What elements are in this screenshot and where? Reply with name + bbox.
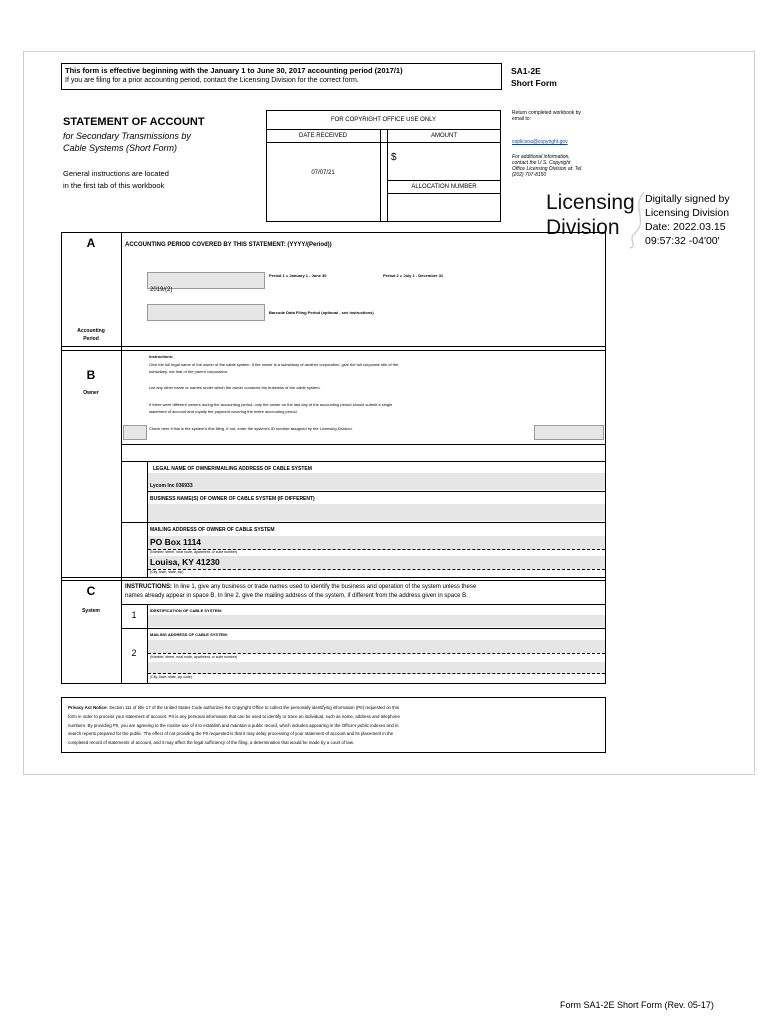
owner-instruction-1b: subsidiary, not that of the parent corporation. xyxy=(149,369,229,374)
business-name-input[interactable] xyxy=(148,504,605,521)
owner-instruction-3b: statement of account and royalty fee payment covering the entire accounting period. xyxy=(149,409,298,414)
system-instructions-bold: INSTRUCTIONS: xyxy=(125,584,172,590)
signature-signed-2: Licensing Division xyxy=(645,207,730,219)
owner-instruction-1: Give the full legal name of the owner of the cable system. If the owner is a subsidiary of another corporation, give the full corporate title of the xyxy=(149,362,399,367)
section-b-letter: B xyxy=(86,368,96,382)
general-instructions-2: in the first tab of this workbook xyxy=(63,181,165,190)
privacy-text-1: Section 111 of title 17 of the United States Code authorizes the Copyright Office to collect the personally identifying information (PII) requested on this xyxy=(107,705,400,710)
first-filing-checkbox[interactable] xyxy=(123,425,147,440)
owner-name-value: Lycom Inc 036933 xyxy=(150,483,193,489)
privacy-line-4: search reports prepared for the public. The effect of not providing the PII requested is that it may delay processing of your statement of account and its placement in the xyxy=(68,731,394,737)
return-line-2: email to: xyxy=(512,116,531,122)
statement-title: STATEMENT OF ACCOUNT xyxy=(63,116,205,128)
period-1-legend: Period 1 = January 1 - June 30 xyxy=(269,273,327,278)
owner-address-line-1-field[interactable] xyxy=(148,536,605,550)
privacy-line-2: form in order to process your statement of account. PII is any personal information that can be used to identify or trace an individual, such as name, address and telephone xyxy=(68,713,400,719)
statement-subtitle-1: for Secondary Transmissions by xyxy=(63,131,191,141)
section-a-label-1: Accounting xyxy=(77,328,105,334)
amount-label: AMOUNT xyxy=(431,133,457,139)
allocation-number-label: ALLOCATION NUMBER xyxy=(411,184,477,190)
section-a-letter: A xyxy=(86,236,96,250)
privacy-line-1 xyxy=(68,704,599,713)
form-code: SA1-2E xyxy=(511,66,541,76)
system-instructions-line-2: names already appear in space B. In line 2, give the mailing address of the system, if different from the address given in space B. xyxy=(125,593,468,599)
barcode-period-input[interactable] xyxy=(147,304,265,321)
system-row-2-number: 2 xyxy=(131,648,137,658)
first-filing-instruction: Check here if this is the system's first filing. If not, enter the system's ID number assigned by the Licensing Division. xyxy=(149,426,353,431)
info-line-4: (202) 707-8150 xyxy=(512,172,547,178)
privacy-bold: Privacy Act Notice: xyxy=(68,705,108,710)
section-a-heading: ACCOUNTING PERIOD COVERED BY THIS STATEMENT: (YYYY/(Period)) xyxy=(125,242,332,248)
accounting-period-value: 2019/(2) xyxy=(150,287,173,293)
owner-instruction-2: List any other name or names under which the owner conducts the business of the cable system. xyxy=(149,385,321,390)
business-name-label: BUSINESS NAME(S) OF OWNER OF CABLE SYSTEM (IF DIFFERENT) xyxy=(150,496,315,502)
return-line-1: Return completed workbook by xyxy=(512,110,581,116)
system-id-input[interactable] xyxy=(534,425,604,440)
dollar-sign: $ xyxy=(391,152,397,163)
notice-line-2: If you are filing for a prior accounting period, contact the Licensing Division for the correct form. xyxy=(65,77,359,84)
info-line-3: Office Licensing Division at: Tel. xyxy=(512,166,583,172)
owner-address-line-2: Louisa, KY 41230 xyxy=(150,557,220,567)
system-address-line-2-note: (City, town, state, zip code) xyxy=(150,675,192,679)
owner-address-line-1: PO Box 1114 xyxy=(150,537,202,547)
system-identification-input[interactable] xyxy=(148,615,605,627)
barcode-label: Barcode Data Filing Period (optional - see instructions) xyxy=(269,310,374,315)
form-footer: Form SA1-2E Short Form (Rev. 05-17) xyxy=(560,1000,714,1010)
accounting-period-input[interactable] xyxy=(147,272,265,293)
system-row-1-number: 1 xyxy=(131,610,137,620)
signature-time: 09:57:32 -04'00' xyxy=(645,235,720,247)
date-received-label: DATE RECEIVED xyxy=(299,133,347,139)
general-instructions-1: General instructions are located xyxy=(63,169,169,178)
period-2-legend: Period 2 = July 1 - December 31 xyxy=(383,273,444,278)
identification-label: IDENTIFICATION OF CABLE SYSTEM: xyxy=(150,608,223,613)
privacy-notice xyxy=(61,697,606,753)
office-use-header: FOR COPYRIGHT OFFICE USE ONLY xyxy=(330,117,437,123)
system-address-line-1-input[interactable] xyxy=(148,640,605,653)
section-c-label: System xyxy=(82,608,100,614)
office-use-box xyxy=(266,110,501,222)
form-name: Short Form xyxy=(511,78,557,88)
section-a-label-2: Period xyxy=(83,336,99,342)
system-address-line-1-note: (Number, street, rural route, apartment, or suite number) xyxy=(150,655,238,659)
legal-name-label: LEGAL NAME OF OWNER/MAILING ADDRESS OF CABLE SYSTEM xyxy=(153,466,312,472)
signature-name-2: Division xyxy=(546,216,620,239)
owner-instruction-3: If there were different owners during the accounting period, only the owner on the last day of the accounting period should submit a single xyxy=(149,402,393,407)
mailing-address-label: MAILING ADDRESS OF OWNER OF CABLE SYSTEM xyxy=(150,527,275,533)
signature-name-1: Licensing xyxy=(546,191,635,214)
owner-name-field[interactable] xyxy=(148,473,605,490)
section-b-label: Owner xyxy=(83,390,99,396)
section-c-letter: C xyxy=(86,584,96,598)
privacy-line-5: completed record of statements of account, and it may affect the legal sufficiency of the filing, a determination that would be made by a court of law. xyxy=(68,740,354,746)
signature-date: Date: 2022.03.15 xyxy=(645,221,726,233)
copyright-email-link[interactable]: coplicsoa@copyright.gov xyxy=(512,139,568,145)
info-line-2: contact the U.S. Copyright xyxy=(512,160,571,166)
statement-subtitle-2: Cable Systems (Short Form) xyxy=(63,143,178,153)
privacy-line-3: numbers. By providing PII, you are agreeing to the routine use of it to establish and maintain a public record, which includes appearing in the Office's public indexes and in xyxy=(68,722,399,728)
system-instructions-line-1: In line 1, give any business or trade names used to identify the business and operation of the system unless these xyxy=(172,584,477,590)
notice-line-1: This form is effective beginning with the January 1 to June 30, 2017 accounting period (2017/1) xyxy=(65,66,403,75)
signature-signed-1: Digitally signed by xyxy=(645,193,730,205)
address-line-1-note: (Number, street, rural route, apartment, or suite number) xyxy=(150,550,238,554)
system-mailing-label: MAILING ADDRESS OF CABLE SYSTEM: xyxy=(150,632,228,637)
system-instructions-1 xyxy=(125,583,476,591)
effective-notice xyxy=(61,63,502,90)
address-line-2-note: (City, town, state, zip) xyxy=(150,570,184,574)
owner-instructions-heading: Instructions: xyxy=(149,354,174,359)
info-line-1: For additional information, xyxy=(512,154,570,160)
date-received-value: 07/07/21 xyxy=(311,170,335,176)
